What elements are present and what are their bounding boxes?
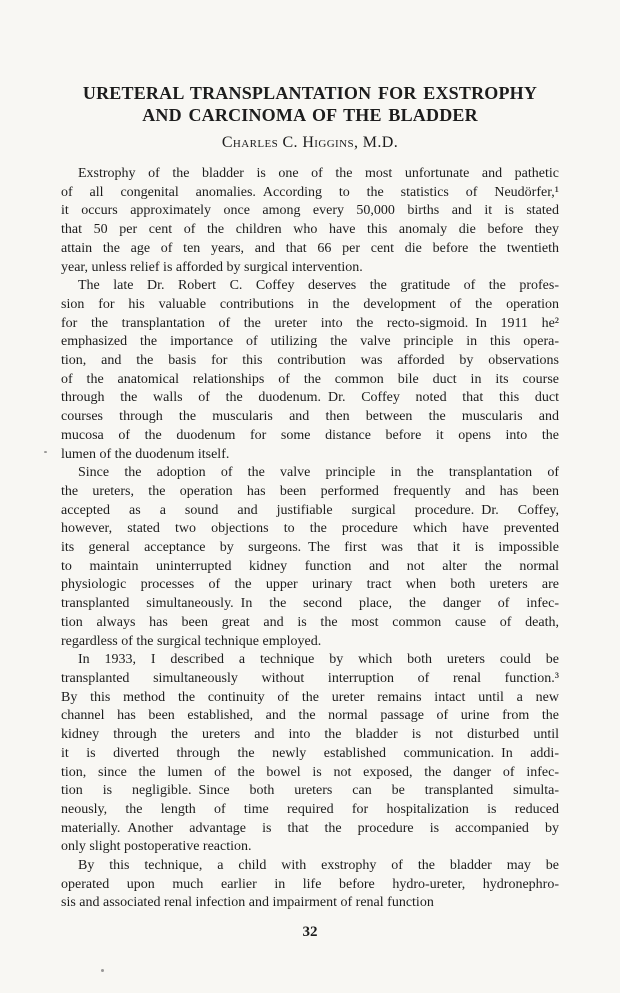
article-title [61,82,559,126]
scan-speck [44,451,47,453]
scan-speck [101,969,104,972]
paragraph-2 [61,277,559,464]
paragraph-3 [61,464,559,651]
text-line: its general acceptance by surgeons. The first was that it is impossible [61,540,559,556]
author-byline: Charles C. Higgins, M.D. [221,134,399,151]
text-line: physiologic processes of the upper urinary tract when both ureters are [61,577,559,593]
text-line: accepted as a sound and justifiable surgical procedure. Dr. Coffey, [61,502,559,518]
text-line: it is diverted through the newly established communication. In addi- [61,745,559,761]
text-line: neously, the length of time required for hospitalization is reduced [61,801,559,817]
paragraph-5 [61,857,559,913]
text-line: In 1933, I described a technique by which both ureters could be [78,652,559,668]
text-line: materially. Another advantage is that the procedure is accompanied by [61,820,559,836]
text-line: courses through the muscularis and then between the muscularis and [61,409,559,425]
text-line: for the transplantation of the ureter into the recto-sigmoid. In 1911 he² [61,315,559,331]
text-line: Exstrophy of the bladder is one of the most unfortunate and pathetic [78,166,559,181]
text-line: By this technique, a child with exstrophy of the bladder may be [78,858,559,874]
text-line: mucosa of the duodenum for some distance before it opens into the [61,427,559,443]
article-title-line-1: URETERAL TRANSPLANTATION FOR EXSTROPHY [82,83,538,103]
article-title-line-2: AND CARCINOMA OF THE BLADDER [142,105,478,125]
text-line: of all congenital anomalies. According to the statistics of Neudörfer,¹ [61,184,559,200]
page-number: 32 [302,924,318,941]
text-line: regardless of the surgical technique employed. [61,633,322,649]
paragraph-4 [61,651,559,857]
text-line: kidney through the ureters and into the bladder is not disturbed until [61,727,559,743]
article-body [61,165,559,913]
text-line: transplanted simultaneously without interruption of renal function.³ [61,670,559,686]
text-line: tion, since the lumen of the bowel is not exposed, the danger of infec- [61,764,559,780]
text-line: channel has been established, and the normal passage of urine from the [61,708,559,724]
paragraph-1 [61,165,559,277]
text-line: year, unless relief is afforded by surgical intervention. [61,259,363,275]
text-line: however, stated two objections to the procedure which have prevented [61,521,559,537]
text-line: tion, and the basis for this contribution was afforded by observations [61,353,559,369]
text-line: The late Dr. Robert C. Coffey deserves the gratitude of the profes- [78,278,559,294]
text-line: operated upon much earlier in life before hydro-ureter, hydronephro- [61,876,559,892]
text-line: transplanted simultaneously. In the second place, the danger of infec- [61,596,559,612]
text-line: emphasized the importance of utilizing the valve principle in this opera- [61,334,559,350]
text-line: to maintain uninterrupted kidney function and not alter the normal [61,558,559,574]
text-line: the ureters, the operation has been performed frequently and has been [61,483,559,499]
text-line: of the anatomical relationships of the common bile duct in its course [61,371,559,387]
text-line: By this method the continuity of the ureter remains intact until a new [61,689,559,705]
text-line: only slight postoperative reaction. [61,839,252,855]
text-line: attain the age of ten years, and that 66 per cent die before the twentieth [61,240,559,256]
text-line: sis and associated renal infection and impairment of renal function [61,895,434,911]
text-line: Since the adoption of the valve principle in the transplantation of [78,465,559,481]
text-line: it occurs approximately once among every 50,000 births and it is stated [61,203,559,219]
text-line: tion always has been great and is the most common cause of death, [61,614,559,630]
text-line: sion for his valuable contributions in the development of the operation [61,296,559,312]
text-line: that 50 per cent of the children who have this anomaly die before they [61,222,559,238]
text-line: tion is negligible. Since both ureters can be transplanted simulta- [61,783,559,799]
text-line: lumen of the duodenum itself. [61,446,230,462]
text-line: through the walls of the duodenum. Dr. Coffey noted that this duct [61,390,559,406]
